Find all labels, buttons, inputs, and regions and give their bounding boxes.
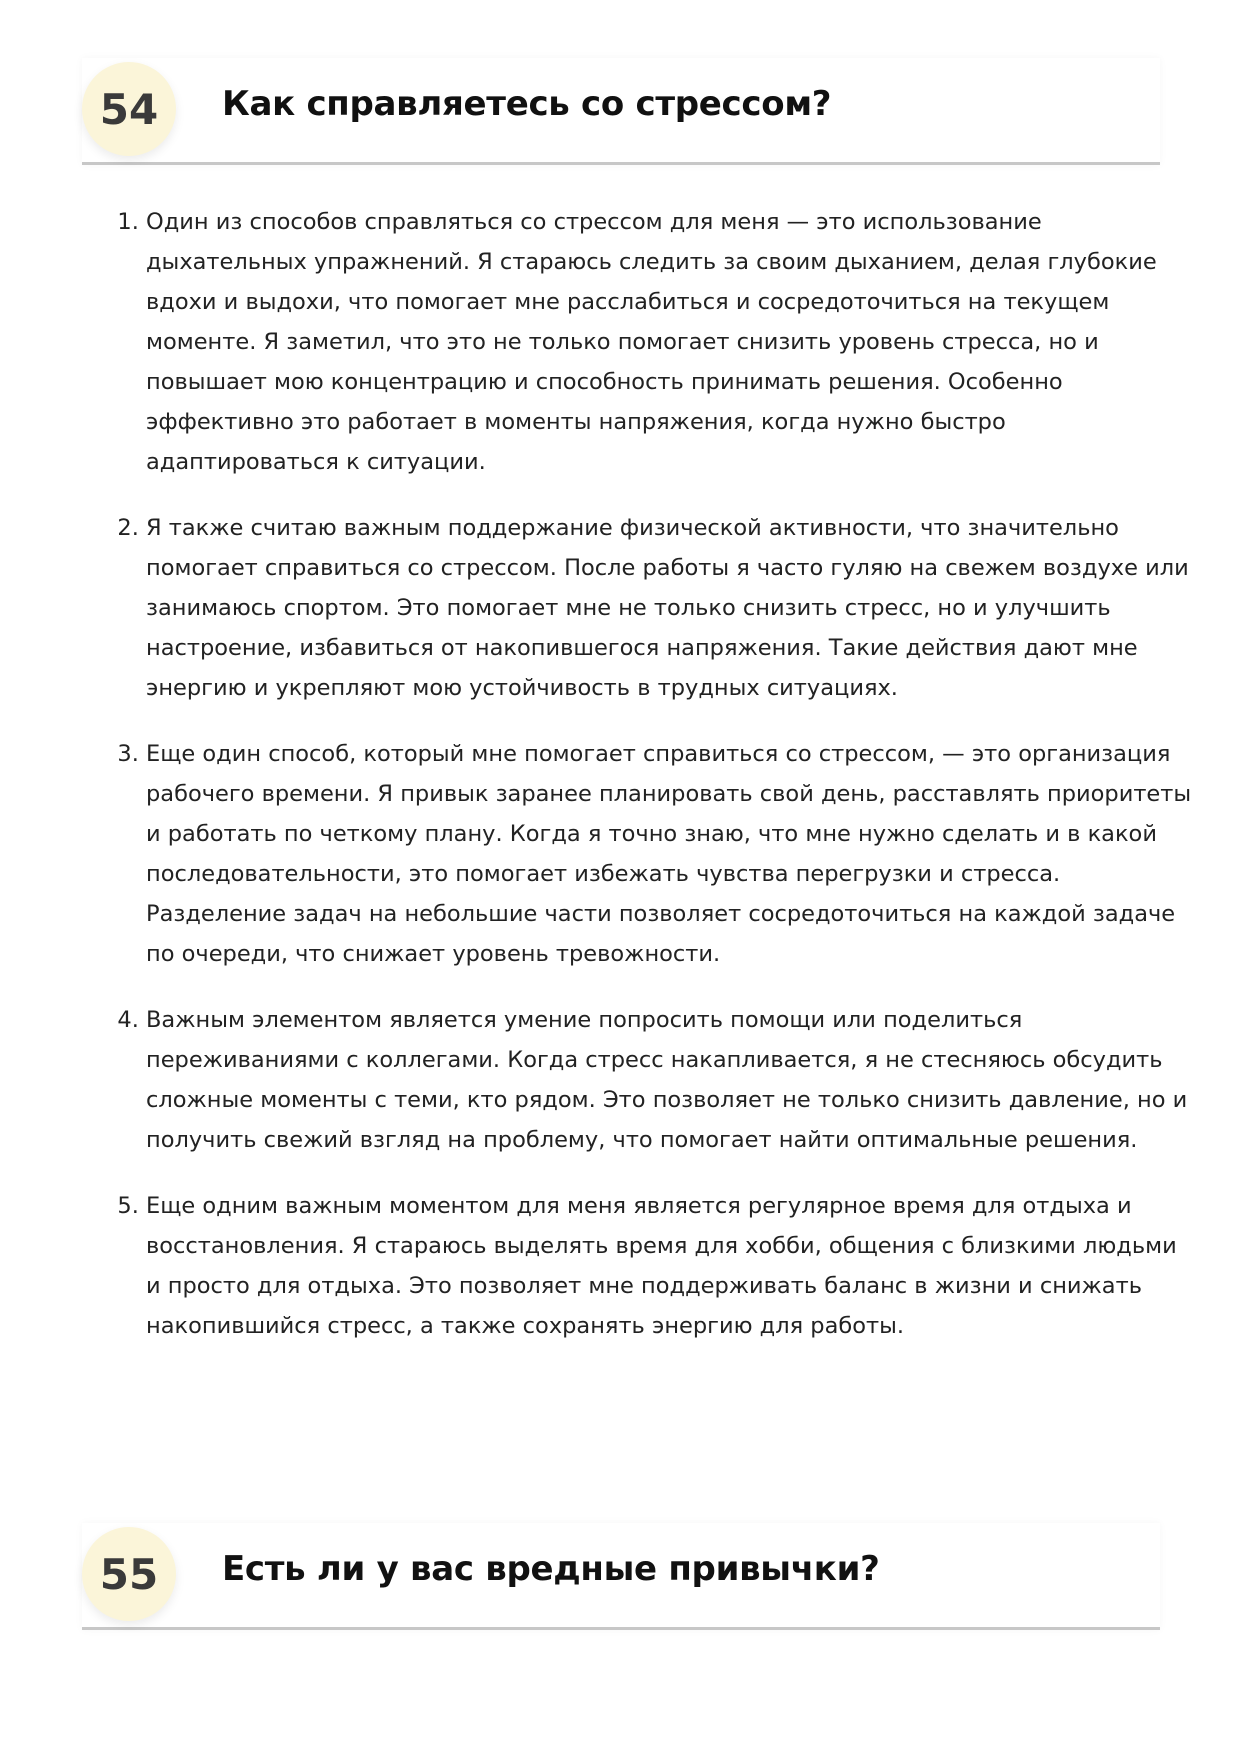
answer-list — [110, 202, 1196, 1372]
question-title: Как справляетесь со стрессом? — [222, 84, 832, 124]
question-header-55 — [82, 1523, 1160, 1631]
answer-item-4: 4. Важным элементом является умение попросить помощи или поделиться переживаниями с коллегами. Когда стресс накапливается, я не стесняюсь обсудить сложные моменты с теми, кто рядом. Это позволяет не только снизить давление, но и получить свежий взгляд на проблему, что помогает найти оптимальные решения. — [146, 1000, 1196, 1160]
answer-item-1: 1. Один из способов справляться со стрессом для меня — это использование дыхательных упражнений. Я стараюсь следить за своим дыханием, делая глубокие вдохи и выдохи, что помогает мне расслабиться и сосредоточиться на текущем моменте. Я заметил, что это не только помогает снизить уровень стресса, но и повышает мою концентрацию и способность принимать решения. Особенно эффективно это работает в моменты напряжения, когда нужно быстро адаптироваться к ситуации. — [146, 202, 1196, 482]
question-header-54 — [82, 58, 1160, 166]
answer-item-2: 2. Я также считаю важным поддержание физической активности, что значительно помогает справиться со стрессом. После работы я часто гуляю на свежем воздухе или занимаюсь спортом. Это помогает мне не только снизить стресс, но и улучшить настроение, избавиться от накопившегося напряжения. Такие действия дают мне энергию и укрепляют мою устойчивость в трудных ситуациях. — [146, 508, 1196, 708]
answer-item-3: 3. Еще один способ, который мне помогает справиться со стрессом, — это организация рабочего времени. Я привык заранее планировать свой день, расставлять приоритеты и работать по четкому плану. Когда я точно знаю, что мне нужно сделать и в какой последовательности, это помогает избежать чувства перегрузки и стресса. Разделение задач на небольшие части позволяет сосредоточиться на каждой задаче по очереди, что снижает уровень тревожности. — [146, 734, 1196, 974]
question-number-badge: 55 — [82, 1527, 176, 1621]
question-title: Есть ли у вас вредные привычки? — [222, 1549, 880, 1589]
question-number-badge: 54 — [82, 62, 176, 156]
answer-item-5: 5. Еще одним важным моментом для меня является регулярное время для отдыха и восстановления. Я стараюсь выделять время для хобби, общения с близкими людьми и просто для отдыха. Это позволяет мне поддерживать баланс в жизни и снижать накопившийся стресс, а также сохранять энергию для работы. — [146, 1186, 1196, 1346]
